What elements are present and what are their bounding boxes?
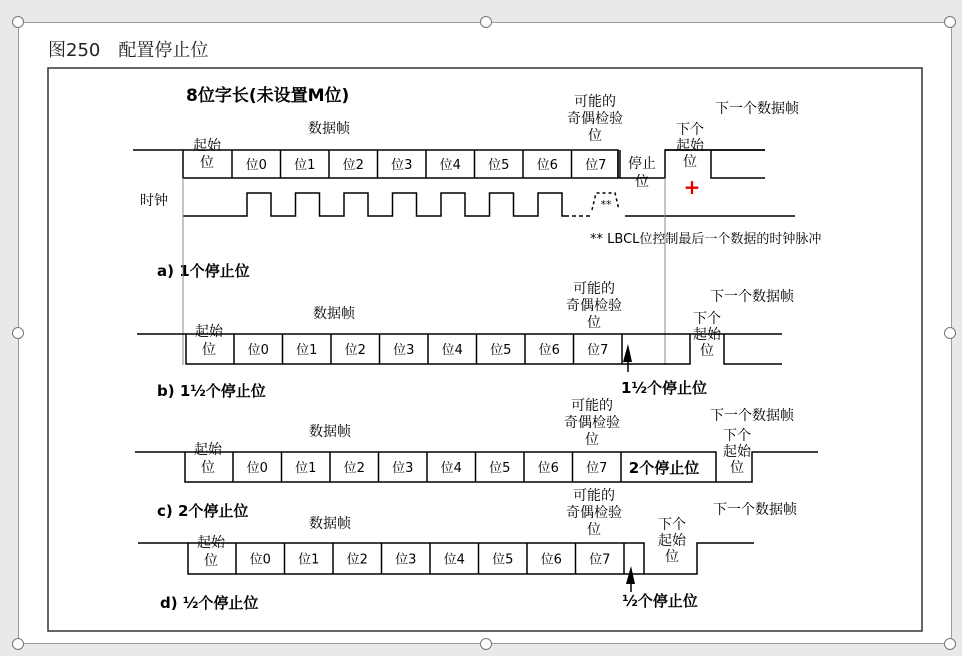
resize-handle-bottom-left[interactable] [12, 638, 24, 650]
resize-handle-middle-right[interactable] [944, 327, 956, 339]
panel-caption-b: b) 1½个停止位 [157, 382, 266, 400]
bit-label-7-b: 位7 [587, 343, 609, 358]
bit-label-3-a: 位3 [391, 158, 413, 173]
bit-label-6-d: 位6 [540, 552, 562, 568]
next-start-bit-label-c: 位 [730, 460, 744, 476]
parity-bit-label-c: 位 [585, 432, 599, 448]
clock-label: 时钟 [140, 193, 168, 209]
parity-bit-label-a: 位 [588, 128, 602, 144]
bit-label-7-d: 位7 [589, 552, 611, 568]
bit-label-2-a: 位2 [342, 158, 364, 173]
bit-label-4-a: 位4 [439, 158, 461, 173]
next-start-bit-label-a: 起始 [676, 138, 704, 154]
bit-label-2-c: 位2 [343, 461, 365, 476]
next-start-bit-label-b: 位 [700, 343, 714, 359]
start-bit-label-c: 起始 [194, 442, 222, 458]
next-start-bit-label-a: 下个 [676, 122, 704, 138]
bit-label-6-a: 位6 [536, 158, 558, 173]
bit-label-4-b: 位4 [441, 343, 463, 358]
bit-label-1-b: 位1 [296, 343, 318, 358]
next-start-bit-label-d: 位 [665, 549, 679, 565]
bit-label-4-d: 位4 [443, 552, 465, 568]
parity-bit-label-d: 位 [587, 522, 601, 538]
parity-bit-label-b: 奇偶检验 [566, 298, 622, 314]
start-bit-label-d: 起始 [197, 535, 225, 551]
parity-bit-label-a: 奇偶检验 [567, 111, 623, 127]
bit-label-3-b: 位3 [393, 343, 415, 358]
bit-label-0-b: 位0 [247, 343, 269, 358]
next-frame-label-c: 下一个数据帧 [710, 408, 794, 424]
data-frame-label-b: 数据帧 [313, 306, 355, 322]
bit-label-5-b: 位5 [490, 343, 512, 358]
next-start-bit-label-d: 下个 [658, 517, 686, 533]
parity-bit-label-d: 可能的 [573, 488, 615, 504]
stop-bit-label-a: 停止 [628, 156, 656, 172]
parity-bit-label-b: 位 [587, 315, 601, 331]
bit-label-6-b: 位6 [538, 343, 560, 358]
bit-label-7-c: 位7 [586, 461, 608, 476]
panel-caption-c: c) 2个停止位 [157, 502, 249, 520]
bit-label-2-d: 位2 [346, 552, 368, 568]
bit-label-3-c: 位3 [392, 461, 414, 476]
panel-caption-a: a) 1个停止位 [157, 262, 250, 280]
clock-waveform [183, 193, 565, 216]
start-bit-label-c: 位 [201, 460, 215, 476]
next-start-bit-label-a: 位 [683, 154, 697, 170]
figure-title: 图250 配置停止位 [48, 40, 209, 61]
next-start-bit-label-b: 起始 [693, 327, 721, 343]
next-start-bit-label-b: 下个 [693, 311, 721, 327]
resize-handle-top-left[interactable] [12, 16, 24, 28]
insertion-marker: + [683, 175, 701, 199]
next-frame-label-b: 下一个数据帧 [710, 289, 794, 305]
clock-lbcl-stars: ** [600, 198, 612, 211]
next-start-bit-label-d: 起始 [658, 533, 686, 549]
data-frame-label-d: 数据帧 [309, 516, 351, 532]
panel-caption-d: d) ½个停止位 [160, 594, 259, 612]
bit-label-0-c: 位0 [246, 461, 268, 476]
start-bit-label-d: 位 [204, 553, 218, 569]
stop-bit-label-a: 位 [635, 174, 649, 190]
bit-label-4-c: 位4 [440, 461, 462, 476]
next-frame-label-a: 下一个数据帧 [715, 101, 799, 117]
parity-bit-label-b: 可能的 [573, 281, 615, 297]
parity-bit-label-d: 奇偶检验 [566, 505, 622, 521]
bit-label-5-d: 位5 [492, 552, 514, 568]
resize-handle-middle-left[interactable] [12, 327, 24, 339]
lbcl-note: ** LBCL位控制最后一个数据的时钟脉冲 [590, 232, 822, 247]
next-start-bit-label-c: 下个 [723, 428, 751, 444]
resize-handle-top-center[interactable] [480, 16, 492, 28]
start-bit-label-a: 起始 [193, 138, 221, 154]
bit-label-2-b: 位2 [344, 343, 366, 358]
stop-length-label-c: 2个停止位 [628, 459, 700, 477]
resize-handle-bottom-center[interactable] [480, 638, 492, 650]
data-frame-label-c: 数据帧 [309, 424, 351, 440]
parity-bit-label-a: 可能的 [574, 94, 616, 110]
bit-label-5-c: 位5 [489, 461, 511, 476]
diagram-heading: 8位字长(未设置M位) [186, 86, 350, 106]
start-bit-label-a: 位 [200, 155, 214, 171]
bit-label-3-d: 位3 [395, 552, 417, 568]
figure-border [48, 68, 922, 631]
start-bit-label-b: 位 [202, 342, 216, 358]
bit-label-6-c: 位6 [537, 461, 559, 476]
stop-length-label-b: 1½个停止位 [621, 379, 707, 397]
parity-bit-label-c: 可能的 [571, 398, 613, 414]
data-frame-label-a: 数据帧 [308, 121, 350, 137]
bit-label-5-a: 位5 [488, 158, 510, 173]
bit-label-0-d: 位0 [249, 552, 271, 568]
resize-handle-top-right[interactable] [944, 16, 956, 28]
parity-bit-label-c: 奇偶检验 [564, 415, 620, 431]
next-start-bit-label-c: 起始 [723, 444, 751, 460]
bit-label-0-a: 位0 [245, 158, 267, 173]
bit-label-1-d: 位1 [298, 552, 320, 568]
resize-handle-bottom-right[interactable] [944, 638, 956, 650]
stop-marker-arrow-b [623, 344, 632, 362]
stop-marker-arrow-d [626, 566, 635, 584]
next-frame-label-d: 下一个数据帧 [713, 502, 797, 518]
bit-label-7-a: 位7 [585, 158, 607, 173]
start-bit-label-b: 起始 [195, 324, 223, 340]
stop-length-label-d: ½个停止位 [622, 592, 698, 610]
bit-label-1-a: 位1 [294, 158, 316, 173]
bit-label-1-c: 位1 [295, 461, 317, 476]
